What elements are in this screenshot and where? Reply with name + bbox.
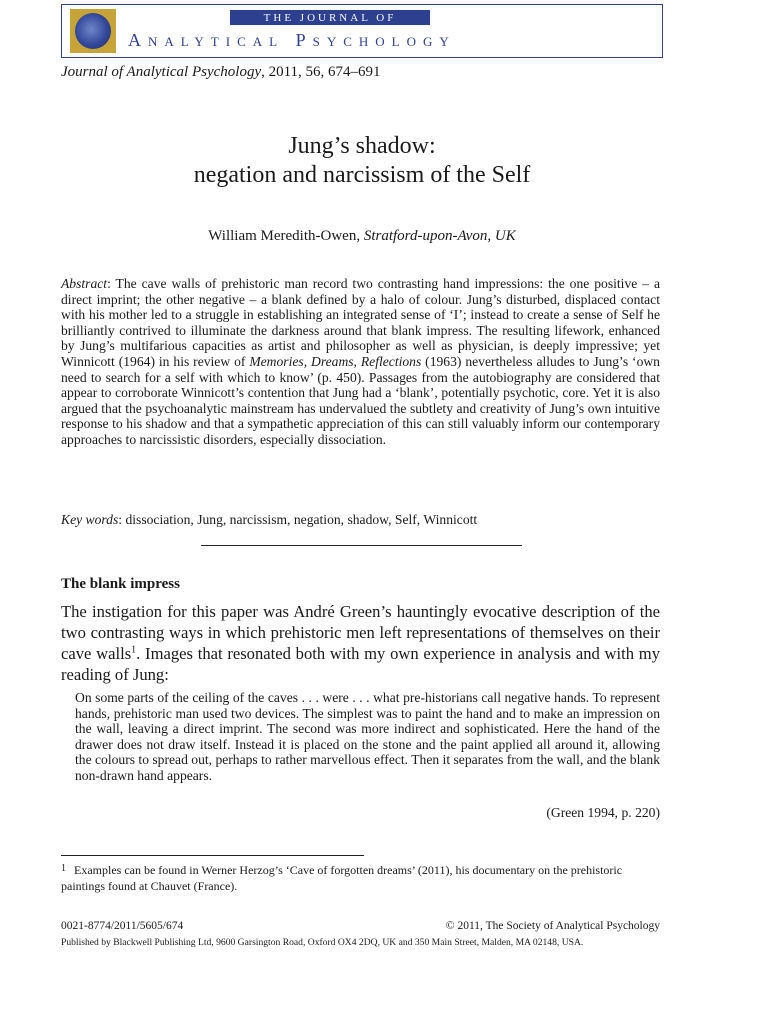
footnote-reference: 1 — [131, 644, 137, 656]
globe-icon — [75, 13, 111, 49]
body-paragraph — [61, 601, 660, 685]
journal-name: Analytical Psychology — [128, 30, 456, 50]
abstract-book-title: Memories, Dreams, Reflections — [249, 353, 422, 369]
block-quote: On some parts of the ceiling of the caves . . . were . . . what pre-historians call negative hands. To represent hands, prehistoric man used two devices. The simplest was to paint the hand and to make an impression on the wall, leaving a direct imprint. The second was more indirect and sophisticated. Here the hand of the drawer does not draw itself. Instead it is placed on the stone and the paint applied all around it, allowing the colours to spread out, perhaps to rather marvellous effect. Then it separates from the wall, and the blank non-drawn hand appears. — [75, 690, 660, 783]
abstract-text-1: : The cave walls of prehistoric man record two contrasting hand impressions: the one positive – a direct imprint; the other negative – a blank defined by a halo of colour. Jung’s disturbed, displaced contact with his mother led to a struggle in establishing an integrated sense of ‘I’; instead to create a sense of Self he brilliantly contrived to illuminate the darkness around that blank impress. The resulting lifework, enhanced by Jung’s multifarious capacities as artist and philosopher as well as physician, is deeply impressive; yet Winnicott (1964) in his review of — [61, 276, 660, 369]
masthead-banner: THE JOURNAL OF — [230, 10, 430, 25]
abstract-label: Abstract — [61, 276, 108, 291]
abstract-text-2: (1963) nevertheless alludes to Jung’s ‘own need to search for a self with which to know’ (p. 450). Passages from the autobiography are considered that appear to corroborate Winnicott’s contention that Jung had a ‘blank’, potentially psychotic, core. Yet it is also argued that the psychoanalytic mainstream has undervalued the subtlety and creativity of Jung’s own intuitive response to his shadow and that a sympathetic appreciation of this can still valuably inform our contemporary approaches to narcissistic disorders, especially dissociation. — [61, 353, 660, 447]
footnote-divider — [61, 855, 364, 856]
author-line — [61, 228, 663, 245]
body-text-1: The instigation for this paper was André Green’s hauntingly evocative description of the two contrasting ways in which prehistoric men left representations of themselves on their cave walls — [61, 602, 660, 663]
section-heading: The blank impress — [61, 576, 180, 592]
footnote-text: Examples can be found in Werner Herzog’s ‘Cave of forgotten dreams’ (2011), his documentary on the prehistoric paintings found at Chauvet (France). — [61, 863, 623, 893]
quote-reference: (Green 1994, p. 220) — [546, 805, 660, 820]
citation-details: , 2011, 56, 674–691 — [261, 64, 381, 80]
journal-masthead — [61, 4, 663, 58]
citation-journal: Journal of Analytical Psychology — [61, 64, 262, 80]
keywords — [61, 512, 477, 528]
section-divider — [201, 545, 522, 546]
article-title-line-2: negation and narcissism of the Self — [193, 162, 531, 188]
publisher-line: Published by Blackwell Publishing Ltd, 9600 Garsington Road, Oxford OX4 2DQ, UK and 350 Main Street, Malden, MA 02148, USA. — [61, 937, 584, 948]
copyright: © 2011, The Society of Analytical Psychology — [445, 920, 660, 932]
journal-logo — [70, 9, 116, 53]
footnote — [61, 861, 660, 894]
citation-line — [61, 64, 381, 81]
keywords-label: Key words — [61, 512, 119, 527]
issn: 0021-8774/2011/5605/674 — [61, 920, 184, 932]
article-title-line-1: Jung’s shadow: — [288, 133, 436, 159]
footnote-mark: 1 — [61, 863, 66, 874]
author-name: William Meredith-Owen, — [208, 228, 364, 244]
keywords-text: : dissociation, Jung, narcissism, negation, shadow, Self, Winnicott — [118, 512, 478, 527]
abstract — [61, 276, 660, 448]
author-location: Stratford-upon-Avon, UK — [363, 228, 516, 244]
body-text-2: . Images that resonated both with my own experience in analysis and with my reading of Jung: — [61, 644, 660, 684]
